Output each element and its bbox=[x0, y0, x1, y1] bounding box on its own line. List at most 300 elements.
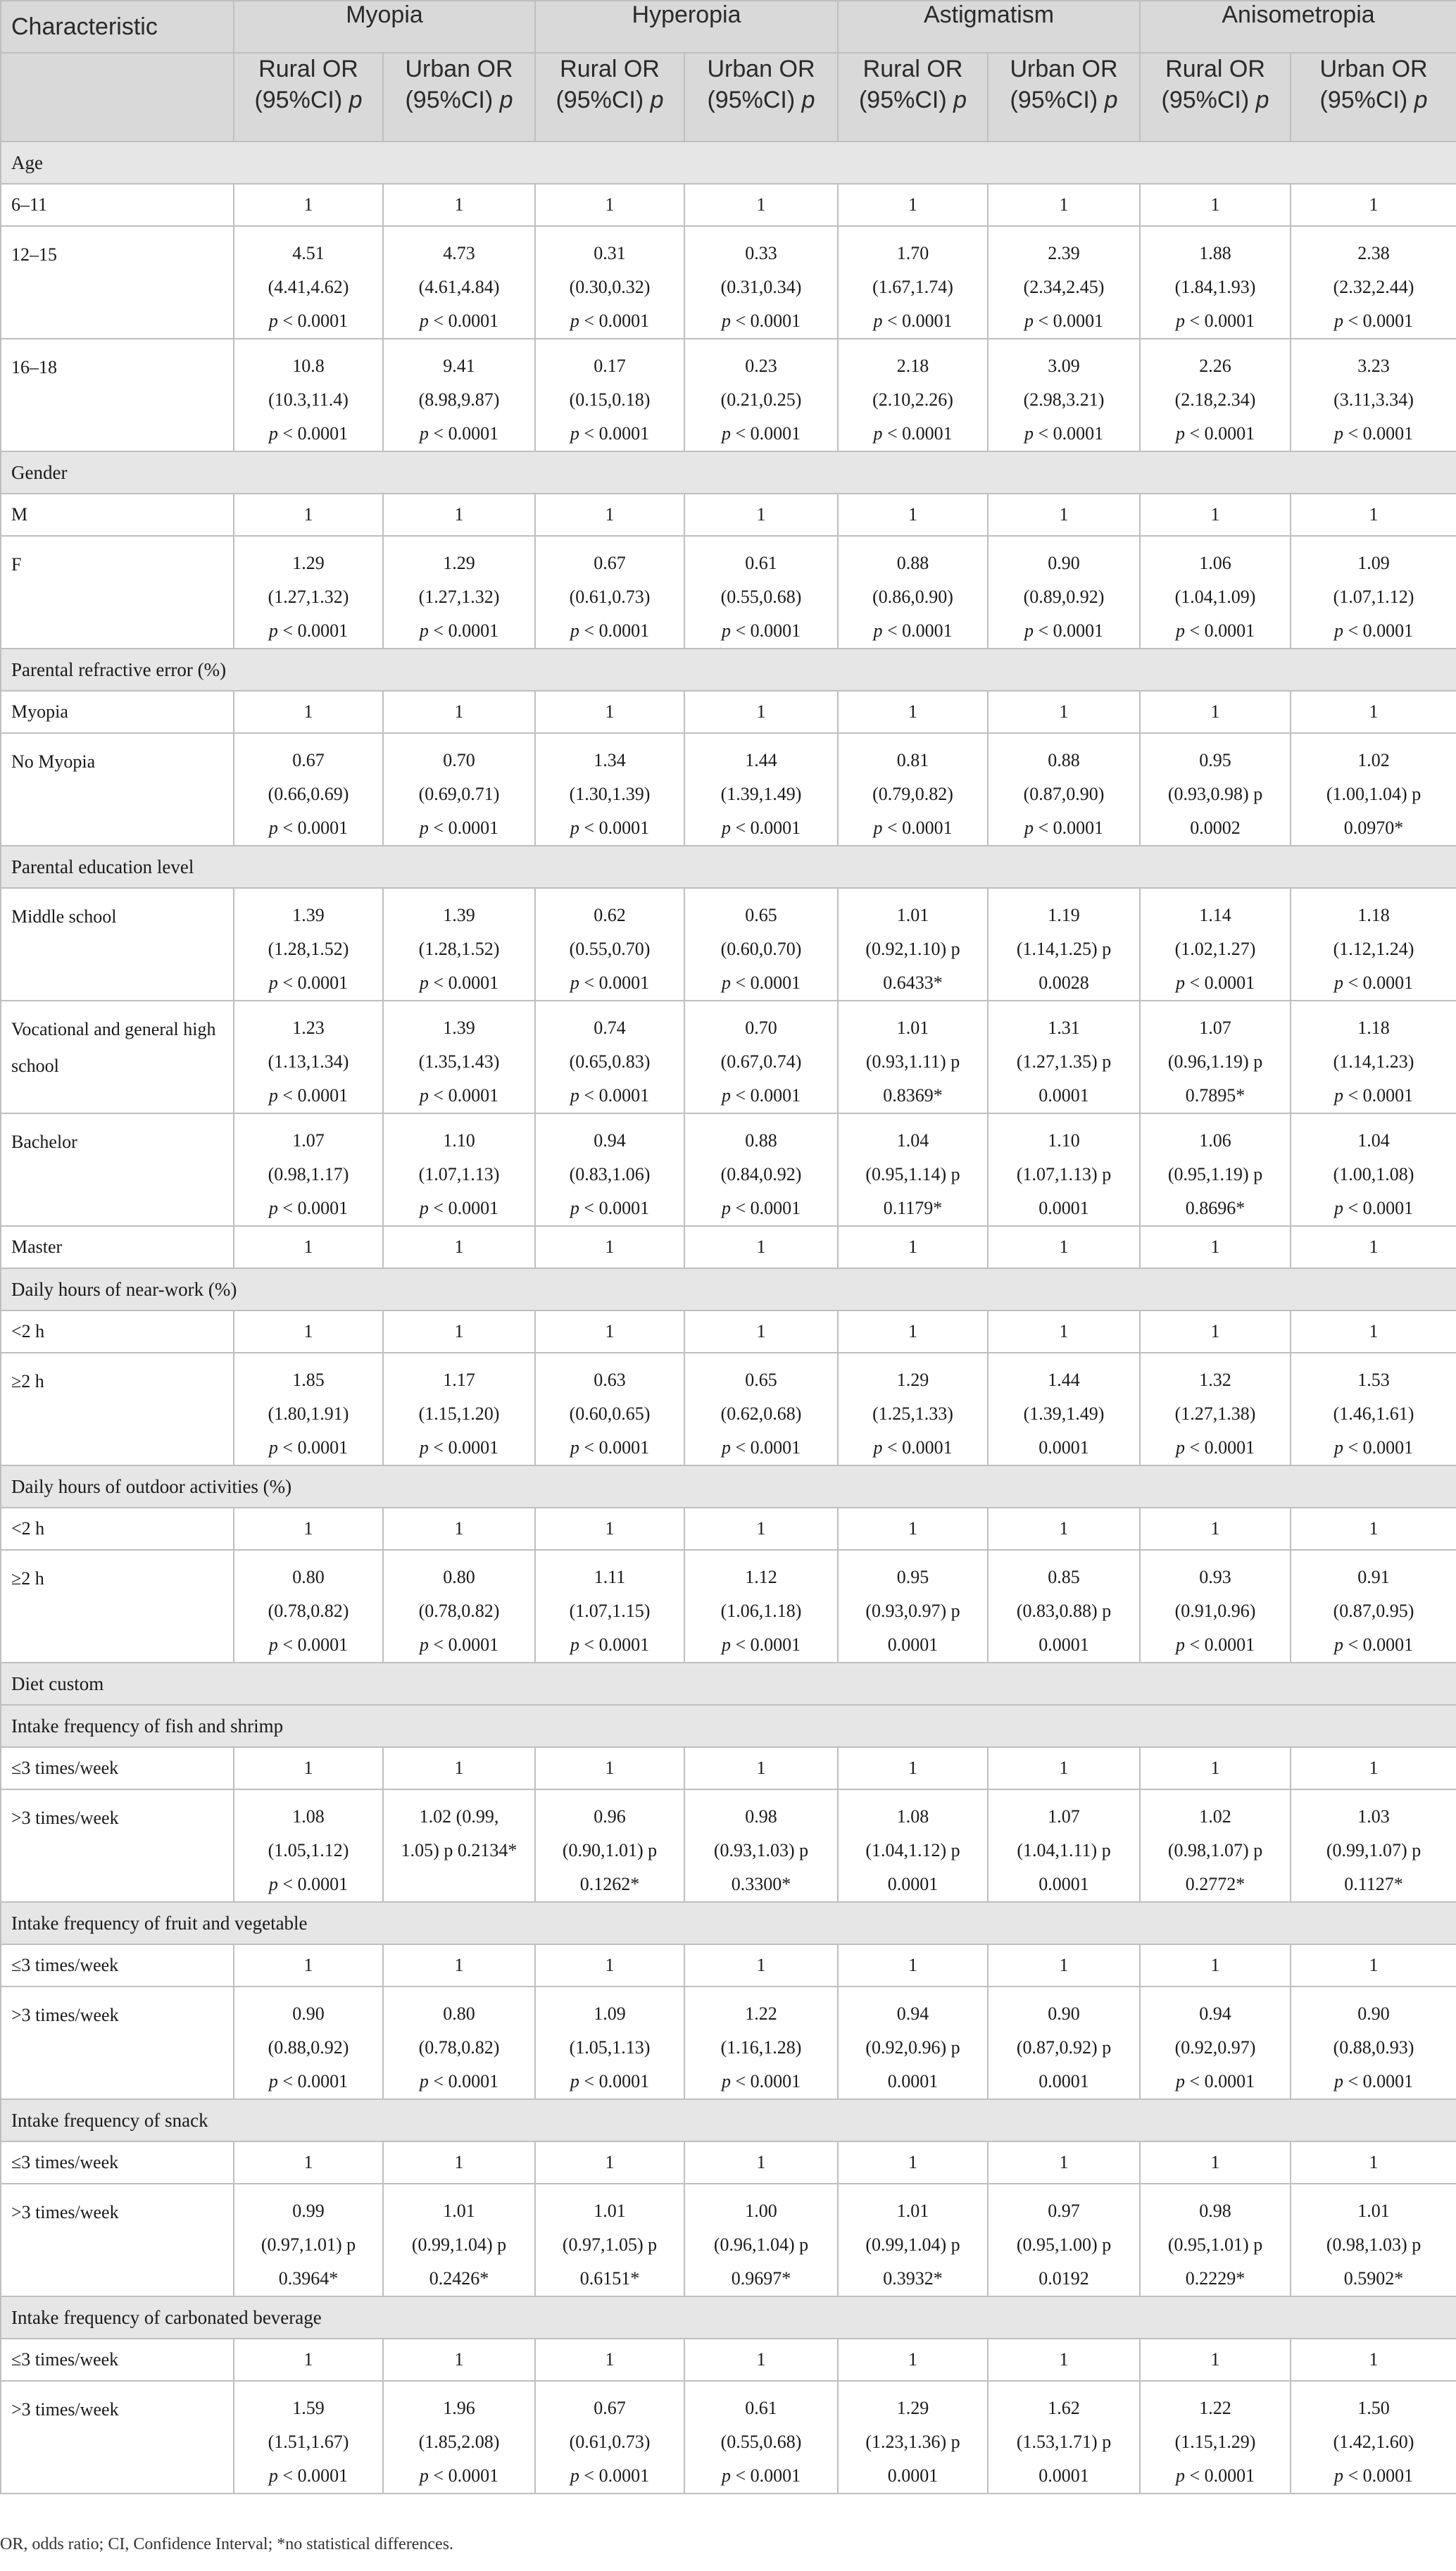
p-value bbox=[685, 966, 837, 1000]
confidence-interval: (1.39,1.49) bbox=[720, 784, 802, 804]
p-symbol: p bbox=[1333, 1437, 1343, 1458]
p-symbol: p bbox=[419, 1437, 429, 1458]
odds-ratio: 1.39 bbox=[443, 1018, 475, 1038]
value-cell: 1 bbox=[684, 1508, 838, 1550]
confidence-interval: (1.00,1.04) p bbox=[1326, 784, 1422, 804]
value-cell bbox=[234, 339, 383, 451]
odds-ratio: 1.08 bbox=[292, 1806, 325, 1827]
odds-ratio: 0.93 bbox=[1199, 1567, 1231, 1587]
value-cell bbox=[234, 2381, 383, 2494]
p-symbol: p bbox=[1175, 311, 1185, 331]
value-cell: 1 bbox=[684, 2339, 838, 2381]
odds-ratio: 0.61 bbox=[745, 2398, 777, 2418]
p-value bbox=[1291, 1079, 1456, 1113]
p-value: 0.0192 bbox=[1038, 2268, 1089, 2289]
value-cell: 1 bbox=[1140, 1747, 1291, 1789]
value-cell bbox=[838, 2381, 988, 2494]
value-cell bbox=[838, 1789, 988, 1902]
subheader-cell bbox=[1291, 53, 1456, 142]
value-cell: 1 bbox=[684, 1310, 838, 1353]
value-cell: 1 bbox=[1291, 2141, 1456, 2184]
p-symbol: p bbox=[570, 972, 579, 993]
subheader-p: p bbox=[1414, 87, 1428, 113]
p-value bbox=[234, 2065, 382, 2098]
value-cell bbox=[535, 1987, 684, 2099]
p-symbol: p bbox=[721, 972, 731, 993]
odds-ratio: 1.03 bbox=[1357, 1806, 1390, 1827]
p-symbol: p bbox=[1175, 972, 1185, 993]
value-cell: 1 bbox=[535, 1226, 684, 1268]
odds-ratio: 1.18 bbox=[1357, 905, 1390, 925]
section-label: Age bbox=[1, 142, 1456, 184]
p-value-text: < 0.0001 bbox=[282, 2071, 349, 2091]
p-value-text: < 0.0001 bbox=[282, 423, 349, 444]
odds-ratio: 1.85 bbox=[292, 1370, 325, 1390]
odds-ratio: 0.88 bbox=[745, 1130, 777, 1151]
p-value-text: < 0.0001 bbox=[282, 1437, 349, 1458]
p-symbol: p bbox=[570, 1437, 579, 1458]
subheader-label: Rural OR bbox=[862, 56, 963, 82]
confidence-interval: (0.65,0.83) bbox=[569, 1051, 651, 1072]
section-row bbox=[1, 1268, 1456, 1310]
p-value bbox=[234, 304, 382, 338]
row-label: <2 h bbox=[1, 1310, 234, 1353]
table-footnote: OR, odds ratio; CI, Confidence Interval; *no statistical differences. bbox=[0, 2535, 454, 2553]
subheader-p: p bbox=[349, 87, 363, 113]
value-cell: 1 bbox=[838, 1747, 988, 1789]
odds-ratio: 2.26 bbox=[1199, 356, 1231, 376]
odds-ratio: 1.11 bbox=[594, 1567, 626, 1587]
odds-ratio: 1.00 bbox=[745, 2201, 777, 2221]
subheader-ci: (95%CI) bbox=[556, 87, 644, 113]
odds-ratio: 1.50 bbox=[1357, 2398, 1390, 2418]
value-cell: 1 bbox=[988, 2339, 1140, 2381]
value-cell bbox=[838, 888, 988, 1001]
p-value bbox=[685, 811, 837, 845]
confidence-interval: (1.27,1.32) bbox=[268, 587, 349, 607]
p-value bbox=[536, 417, 684, 451]
p-value: 0.1262* bbox=[579, 1874, 640, 1894]
table-row bbox=[1, 184, 1456, 226]
confidence-interval: (1.12,1.24) bbox=[1333, 939, 1414, 959]
value-cell bbox=[535, 888, 684, 1001]
confidence-interval: (2.32,2.44) bbox=[1333, 277, 1414, 297]
p-value bbox=[384, 417, 534, 451]
value-cell bbox=[1291, 2381, 1456, 2494]
odds-ratio: 0.85 bbox=[1048, 1567, 1080, 1587]
group-header-hyperopia: Hyperopia bbox=[535, 1, 838, 53]
p-symbol: p bbox=[419, 1634, 429, 1655]
p-value-text: < 0.0001 bbox=[433, 818, 499, 838]
odds-ratio: 2.38 bbox=[1357, 243, 1390, 263]
p-symbol: p bbox=[419, 2071, 429, 2091]
table-row bbox=[1, 1789, 1456, 1902]
row-label: ≥2 h bbox=[1, 1550, 234, 1663]
p-value: 0.3932* bbox=[883, 2268, 943, 2289]
value-cell bbox=[988, 1550, 1140, 1663]
p-symbol: p bbox=[1024, 423, 1034, 444]
odds-ratio: 1.07 bbox=[1048, 1806, 1080, 1827]
section-label: Gender bbox=[1, 451, 1456, 494]
p-value: 0.0001 bbox=[887, 2071, 939, 2091]
section-row bbox=[1, 1465, 1456, 1508]
p-value bbox=[536, 304, 684, 338]
confidence-interval: (1.00,1.08) bbox=[1333, 1164, 1414, 1184]
p-symbol: p bbox=[721, 1085, 731, 1106]
p-symbol: p bbox=[1333, 423, 1343, 444]
value-cell bbox=[988, 1113, 1140, 1226]
confidence-interval: (0.78,0.82) bbox=[418, 2037, 500, 2058]
table-row bbox=[1, 2339, 1456, 2381]
value-cell bbox=[1291, 1789, 1456, 1902]
confidence-interval: (0.88,0.93) bbox=[1333, 2037, 1414, 2058]
table-row bbox=[1, 494, 1456, 536]
value-cell: 1 bbox=[988, 494, 1140, 536]
p-value bbox=[234, 1868, 382, 1901]
odds-ratio: 0.65 bbox=[745, 905, 777, 925]
group-header-myopia: Myopia bbox=[234, 1, 535, 53]
value-cell bbox=[535, 1001, 684, 1113]
p-symbol: p bbox=[1333, 2071, 1343, 2091]
p-symbol: p bbox=[873, 818, 883, 838]
p-value-text: < 0.0001 bbox=[1189, 1634, 1255, 1655]
subheader-p: p bbox=[1104, 87, 1118, 113]
confidence-interval: (1.28,1.52) bbox=[268, 939, 349, 959]
row-label: No Myopia bbox=[1, 733, 234, 846]
odds-ratio: 1.22 bbox=[745, 2003, 777, 2024]
p-value-text: < 0.0001 bbox=[886, 423, 953, 444]
p-value bbox=[1291, 1628, 1456, 1662]
value-cell bbox=[684, 226, 838, 339]
p-symbol: p bbox=[570, 2071, 579, 2091]
p-value-text: < 0.0001 bbox=[584, 1634, 650, 1655]
value-cell bbox=[1140, 2381, 1291, 2494]
table-row bbox=[1, 339, 1456, 451]
p-value-text: < 0.0001 bbox=[433, 972, 499, 993]
confidence-interval: (2.34,2.45) bbox=[1023, 277, 1105, 297]
odds-ratio: 0.74 bbox=[594, 1018, 626, 1038]
p-value bbox=[234, 614, 382, 648]
p-value: 0.0001 bbox=[1038, 1085, 1089, 1106]
odds-ratio: 0.90 bbox=[1357, 2003, 1390, 2024]
odds-ratio: 1.34 bbox=[594, 750, 626, 770]
p-symbol: p bbox=[268, 620, 278, 641]
value-cell bbox=[234, 1113, 383, 1226]
p-value-text: < 0.0001 bbox=[1038, 818, 1104, 838]
value-cell: 1 bbox=[988, 691, 1140, 733]
confidence-interval: (2.98,3.21) bbox=[1023, 389, 1105, 410]
odds-ratio: 0.90 bbox=[1048, 2003, 1080, 2024]
value-cell bbox=[988, 1001, 1140, 1113]
p-value-text: < 0.0001 bbox=[1348, 972, 1414, 993]
p-value-text: < 0.0001 bbox=[433, 1198, 499, 1218]
p-value: 0.0001 bbox=[1038, 1874, 1089, 1894]
confidence-interval: (1.67,1.74) bbox=[872, 277, 953, 297]
p-value-text: < 0.0001 bbox=[735, 1198, 801, 1218]
value-cell bbox=[234, 1001, 383, 1113]
p-value-text: < 0.0001 bbox=[584, 423, 650, 444]
value-cell: 1 bbox=[535, 691, 684, 733]
row-label: ≤3 times/week bbox=[1, 1944, 234, 1987]
odds-ratio: 9.41 bbox=[443, 356, 475, 376]
odds-ratio: 1.44 bbox=[745, 750, 777, 770]
confidence-interval: (3.11,3.34) bbox=[1333, 389, 1414, 410]
value-cell: 1 bbox=[684, 1747, 838, 1789]
p-symbol: p bbox=[419, 423, 429, 444]
odds-ratio: 1.01 bbox=[443, 2201, 475, 2221]
value-cell bbox=[535, 1550, 684, 1663]
value-cell bbox=[383, 226, 535, 339]
value-cell bbox=[988, 2381, 1140, 2494]
confidence-interval: (1.15,1.29) bbox=[1174, 2432, 1256, 2452]
confidence-interval: (0.60,0.70) bbox=[720, 939, 802, 959]
confidence-interval: (0.96,1.04) p bbox=[713, 2234, 809, 2255]
confidence-interval: (0.87,0.95) bbox=[1333, 1601, 1414, 1621]
p-value-text: < 0.0001 bbox=[584, 2465, 650, 2486]
p-value-text: < 0.0001 bbox=[584, 1085, 650, 1106]
odds-ratio: 1.29 bbox=[896, 1370, 929, 1390]
value-cell: 1 bbox=[988, 1944, 1140, 1987]
p-value-text: < 0.0001 bbox=[584, 1437, 650, 1458]
p-value bbox=[536, 1431, 684, 1465]
p-symbol: p bbox=[1175, 1634, 1185, 1655]
p-value bbox=[384, 1079, 534, 1113]
p-symbol: p bbox=[1175, 620, 1185, 641]
value-cell bbox=[535, 1113, 684, 1226]
p-value-text: < 0.0001 bbox=[735, 423, 801, 444]
odds-ratio: 0.62 bbox=[594, 905, 626, 925]
odds-ratio: 0.88 bbox=[1048, 750, 1080, 770]
p-symbol: p bbox=[1333, 311, 1343, 331]
odds-ratio: 1.02 bbox=[1357, 750, 1390, 770]
characteristic-header: Characteristic bbox=[1, 1, 234, 53]
odds-ratio: 1.02 (0.99, bbox=[419, 1806, 499, 1827]
confidence-interval: (1.28,1.52) bbox=[418, 939, 500, 959]
p-value-text: < 0.0001 bbox=[282, 1198, 349, 1218]
p-value bbox=[839, 1431, 987, 1465]
value-cell: 1 bbox=[684, 1944, 838, 1987]
p-value bbox=[384, 811, 534, 845]
p-symbol: p bbox=[268, 311, 278, 331]
p-value: 0.3964* bbox=[278, 2268, 339, 2289]
value-cell: 1 bbox=[684, 2141, 838, 2184]
row-label: Middle school bbox=[1, 888, 234, 1001]
p-symbol: p bbox=[721, 2465, 731, 2486]
odds-ratio: 0.97 bbox=[1048, 2201, 1080, 2221]
odds-ratio: 0.67 bbox=[594, 2398, 626, 2418]
p-value bbox=[384, 1431, 534, 1465]
p-value: 0.5902* bbox=[1343, 2268, 1404, 2289]
value-cell bbox=[838, 536, 988, 649]
p-value bbox=[685, 1628, 837, 1662]
row-label: >3 times/week bbox=[1, 1789, 234, 1902]
confidence-interval: (0.87,0.92) p bbox=[1016, 2037, 1112, 2058]
p-symbol: p bbox=[570, 1634, 579, 1655]
p-value bbox=[1141, 2065, 1290, 2098]
value-cell: 1 bbox=[234, 2141, 383, 2184]
p-symbol: p bbox=[1333, 620, 1343, 641]
p-value bbox=[1141, 966, 1290, 1000]
confidence-interval: 1.05) p 0.2134* bbox=[401, 1840, 517, 1860]
value-cell bbox=[684, 339, 838, 451]
p-value bbox=[839, 811, 987, 845]
row-label: ≤3 times/week bbox=[1, 2339, 234, 2381]
p-symbol: p bbox=[570, 1085, 579, 1106]
value-cell: 1 bbox=[535, 1747, 684, 1789]
odds-ratio: 1.04 bbox=[896, 1130, 929, 1151]
odds-ratio: 1.53 bbox=[1357, 1370, 1390, 1390]
p-value-text: < 0.0001 bbox=[584, 620, 650, 641]
p-value: 0.0970* bbox=[1343, 818, 1404, 838]
table-row bbox=[1, 1747, 1456, 1789]
odds-ratio: 3.09 bbox=[1048, 356, 1080, 376]
p-value bbox=[234, 417, 382, 451]
p-value: 0.1127* bbox=[1344, 1874, 1403, 1894]
p-value bbox=[1141, 1628, 1290, 1662]
odds-ratio: 0.95 bbox=[1199, 750, 1231, 770]
odds-ratio: 1.19 bbox=[1048, 905, 1080, 925]
row-label: >3 times/week bbox=[1, 2184, 234, 2296]
value-cell bbox=[383, 733, 535, 846]
value-cell bbox=[1140, 1353, 1291, 1465]
confidence-interval: (1.39,1.49) bbox=[1023, 1403, 1105, 1424]
subheader-p: p bbox=[650, 87, 664, 113]
row-label: Master bbox=[1, 1226, 234, 1268]
value-cell: 1 bbox=[1140, 184, 1291, 226]
confidence-interval: (0.99,1.04) p bbox=[411, 2234, 507, 2255]
value-cell: 1 bbox=[383, 1508, 535, 1550]
p-value: 0.6433* bbox=[883, 972, 943, 993]
confidence-interval: (0.55,0.70) bbox=[569, 939, 651, 959]
value-cell: 1 bbox=[383, 494, 535, 536]
p-value bbox=[384, 2459, 534, 2493]
p-value-text: < 0.0001 bbox=[1189, 311, 1255, 331]
subheader-ci: (95%CI) bbox=[707, 87, 796, 113]
confidence-interval: (1.42,1.60) bbox=[1333, 2432, 1414, 2452]
row-label: 16–18 bbox=[1, 339, 234, 451]
odds-ratio: 0.90 bbox=[1048, 553, 1080, 573]
p-value-text: < 0.0001 bbox=[282, 818, 349, 838]
p-value bbox=[384, 304, 534, 338]
row-label: Myopia bbox=[1, 691, 234, 733]
odds-ratio: 0.31 bbox=[594, 243, 626, 263]
subheader-cell bbox=[838, 53, 988, 142]
p-value bbox=[1141, 304, 1290, 338]
value-cell bbox=[838, 1113, 988, 1226]
p-value: 0.0001 bbox=[1038, 2465, 1089, 2486]
p-value bbox=[1291, 614, 1456, 648]
p-value-text: < 0.0001 bbox=[735, 1437, 801, 1458]
subheader-label: Urban OR bbox=[707, 56, 815, 82]
odds-ratio: 1.12 bbox=[745, 1567, 777, 1587]
odds-ratio: 0.91 bbox=[1357, 1567, 1390, 1587]
table-row bbox=[1, 888, 1456, 1001]
value-cell bbox=[383, 536, 535, 649]
value-cell bbox=[1140, 339, 1291, 451]
value-cell: 1 bbox=[1140, 494, 1291, 536]
p-value-text: < 0.0001 bbox=[433, 1437, 499, 1458]
p-value bbox=[685, 1431, 837, 1465]
p-value-text: < 0.0001 bbox=[1189, 972, 1255, 993]
p-value-text: < 0.0001 bbox=[1348, 1634, 1414, 1655]
section-label: Diet custom bbox=[1, 1663, 1456, 1705]
value-cell bbox=[838, 1001, 988, 1113]
value-cell bbox=[1140, 2184, 1291, 2296]
p-value bbox=[234, 1079, 382, 1113]
p-value bbox=[234, 2459, 382, 2493]
value-cell: 1 bbox=[383, 1310, 535, 1353]
confidence-interval: (2.18,2.34) bbox=[1174, 389, 1256, 410]
p-value-text: < 0.0001 bbox=[1038, 620, 1104, 641]
confidence-interval: (0.86,0.90) bbox=[872, 587, 953, 607]
p-value: 0.2229* bbox=[1185, 2268, 1245, 2289]
confidence-interval: (1.04,1.11) p bbox=[1017, 1840, 1111, 1860]
odds-ratio: 0.61 bbox=[745, 553, 777, 573]
table-row bbox=[1, 2381, 1456, 2494]
value-cell: 1 bbox=[988, 2141, 1140, 2184]
p-value bbox=[685, 614, 837, 648]
confidence-interval: (1.51,1.67) bbox=[268, 2432, 349, 2452]
value-cell bbox=[1291, 733, 1456, 846]
p-symbol: p bbox=[268, 1085, 278, 1106]
confidence-interval: (1.07,1.15) bbox=[569, 1601, 651, 1621]
odds-ratio: 1.10 bbox=[1048, 1130, 1080, 1151]
value-cell: 1 bbox=[383, 2339, 535, 2381]
p-value bbox=[685, 2459, 837, 2493]
value-cell: 1 bbox=[838, 1310, 988, 1353]
confidence-interval: (8.98,9.87) bbox=[418, 389, 500, 410]
confidence-interval: (1.15,1.20) bbox=[418, 1403, 500, 1424]
p-symbol: p bbox=[268, 2071, 278, 2091]
p-symbol: p bbox=[1024, 818, 1034, 838]
odds-ratio: 0.90 bbox=[292, 2003, 325, 2024]
p-value-text: < 0.0001 bbox=[735, 818, 801, 838]
value-cell bbox=[684, 1113, 838, 1226]
value-cell bbox=[383, 1789, 535, 1902]
value-cell: 1 bbox=[535, 494, 684, 536]
value-cell: 1 bbox=[684, 691, 838, 733]
row-label: Vocational and general high school bbox=[1, 1001, 234, 1113]
confidence-interval: (0.93,0.98) p bbox=[1167, 784, 1263, 804]
confidence-interval: (0.61,0.73) bbox=[569, 2432, 651, 2452]
value-cell: 1 bbox=[383, 1226, 535, 1268]
odds-ratio: 1.88 bbox=[1199, 243, 1231, 263]
value-cell bbox=[383, 888, 535, 1001]
p-symbol: p bbox=[268, 972, 278, 993]
value-cell bbox=[383, 1001, 535, 1113]
p-symbol: p bbox=[419, 311, 429, 331]
value-cell bbox=[1291, 1001, 1456, 1113]
p-symbol: p bbox=[1024, 620, 1034, 641]
value-cell bbox=[234, 1550, 383, 1663]
subheader-cell bbox=[1140, 53, 1291, 142]
p-value-text: < 0.0001 bbox=[1038, 311, 1104, 331]
p-value-text: < 0.0001 bbox=[1348, 2465, 1414, 2486]
p-value-text: < 0.0001 bbox=[433, 311, 499, 331]
subheader-ci: (95%CI) bbox=[1319, 87, 1408, 113]
value-cell bbox=[234, 888, 383, 1001]
p-value bbox=[536, 614, 684, 648]
row-label: ≤3 times/week bbox=[1, 1747, 234, 1789]
odds-ratio: 2.18 bbox=[896, 356, 929, 376]
p-value-text: < 0.0001 bbox=[1189, 2071, 1255, 2091]
odds-ratio: 1.06 bbox=[1199, 553, 1231, 573]
p-value-text: < 0.0001 bbox=[433, 423, 499, 444]
p-value bbox=[839, 304, 987, 338]
p-value bbox=[1291, 304, 1456, 338]
row-label: 6–11 bbox=[1, 184, 234, 226]
odds-ratio: 2.39 bbox=[1048, 243, 1080, 263]
